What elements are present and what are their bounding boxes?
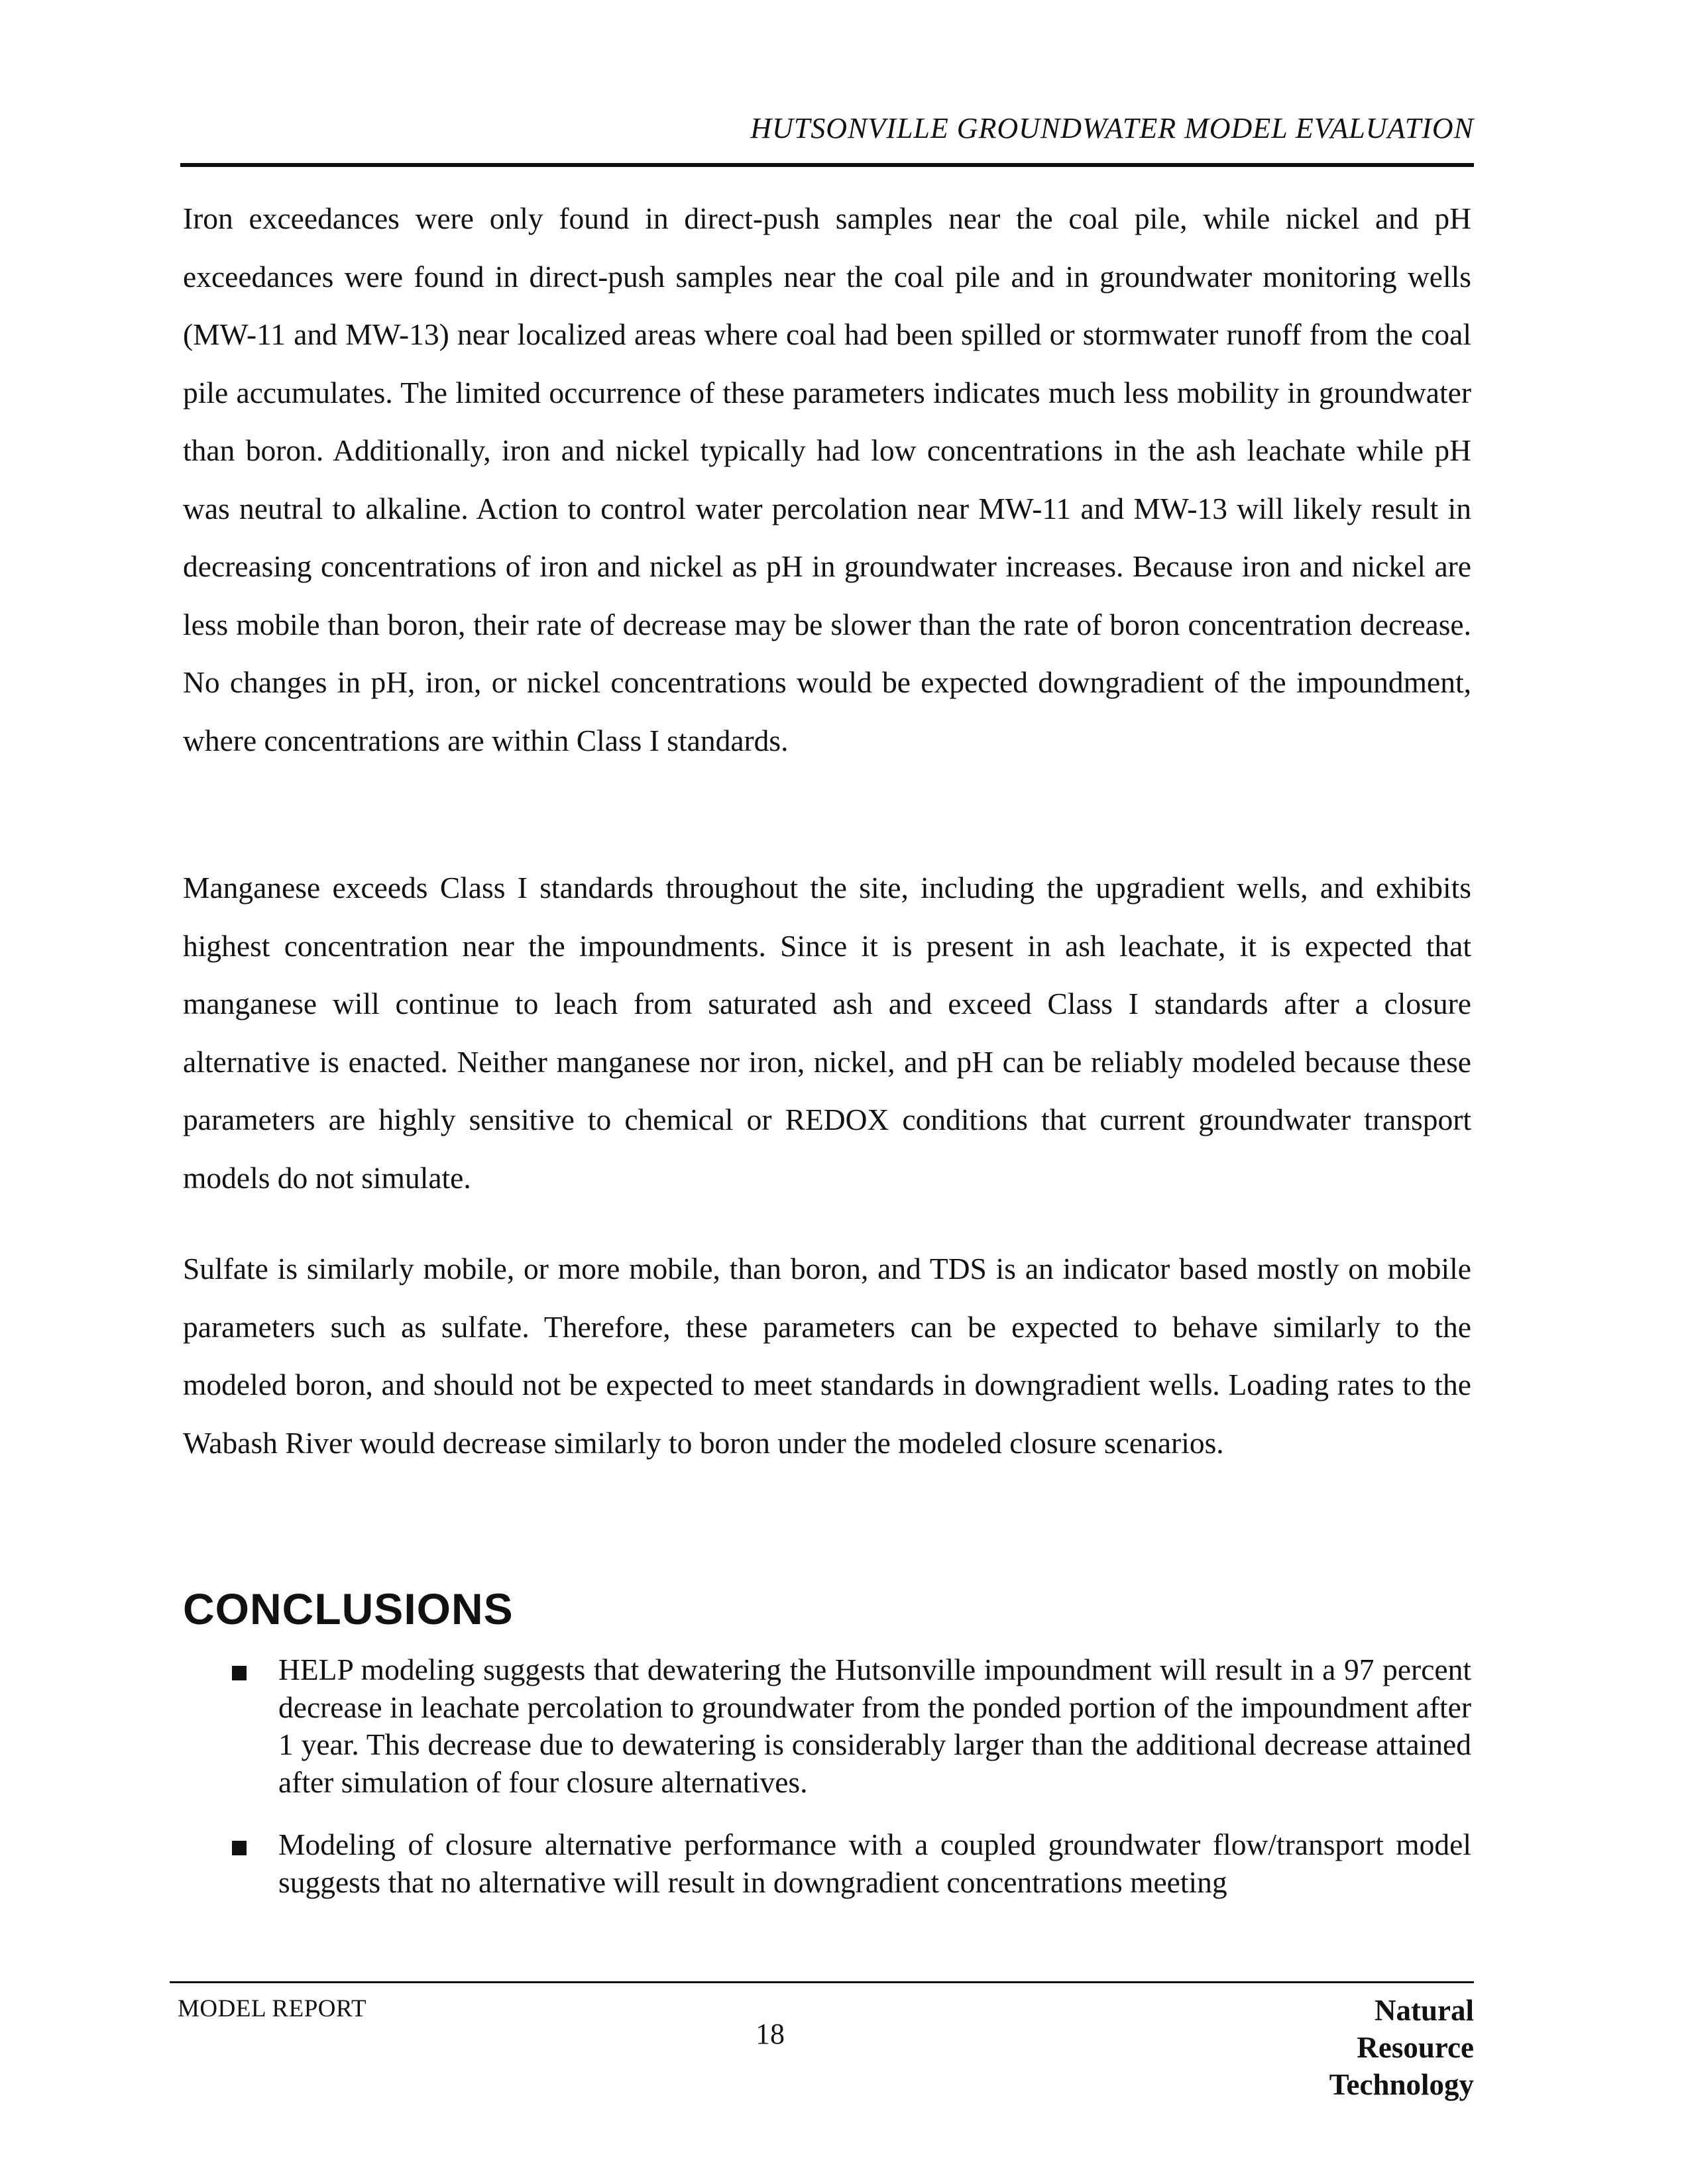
list-item-text: HELP modeling suggests that dewatering the Hutsonville impoundment will result in a 97 percent decrease in leachate percolation to groundwater from the ponded portion of the impoundment after 1 year. This decrease due to dewatering is considerably larger than the additional decrease attained after simulation of four closure alternatives. xyxy=(278,1653,1471,1799)
company-name-line: Resource xyxy=(1357,2031,1474,2064)
square-bullet-icon xyxy=(232,1841,247,1855)
conclusions-list xyxy=(183,1651,1471,1926)
square-bullet-icon xyxy=(232,1666,247,1680)
company-name-line: Technology xyxy=(1329,2068,1474,2101)
body-paragraph: Sulfate is similarly mobile, or more mobile, than boron, and TDS is an indicator based mostly on mobile parameters such as sulfate. Therefore, these parameters can be expected to behave similarly to the modeled boron, and should not be expected to meet standards in downgradient wells. Loading rates to the Wabash River would decrease similarly to boron under the modeled closure scenarios. xyxy=(183,1252,1471,1460)
footer-report-label: MODEL REPORT xyxy=(178,1995,367,2022)
body-paragraph: Manganese exceeds Class I standards throughout the site, including the upgradient wells, and exhibits highest concentration near the impoundments. Since it is present in ash leachate, it is expected that manganese will continue to leach from saturated ash and exceed Class I standards after a closure alternative is enacted. Neither manganese nor iron, nickel, and pH can be reliably modeled because these parameters are highly sensitive to chemical or REDOX conditions that current groundwater transport models do not simulate. xyxy=(183,871,1471,1195)
list-item-text: Modeling of closure alternative performance with a coupled groundwater flow/transport model suggests that no alternative will result in downgradient concentrations meeting xyxy=(278,1828,1471,1899)
running-header: HUTSONVILLE GROUNDWATER MODEL EVALUATION xyxy=(750,112,1474,144)
company-name-line: Natural xyxy=(1375,1994,1474,2027)
footer-company-name xyxy=(1329,1992,1474,2103)
list-item xyxy=(183,1651,1471,1801)
header-divider xyxy=(180,163,1474,167)
page-number: 18 xyxy=(756,2018,785,2050)
list-item xyxy=(183,1826,1471,1901)
section-heading-conclusions: CONCLUSIONS xyxy=(183,1584,514,1633)
footer-divider xyxy=(170,1981,1474,1983)
body-paragraph: Iron exceedances were only found in direct-push samples near the coal pile, while nickel and pH exceedances were found in direct-push samples near the coal pile and in groundwater monitoring wells (MW-11 and MW-13) near localized areas where coal had been spilled or stormwater runoff from the coal pile accumulates. The limited occurrence of these parameters indicates much less mobility in groundwater than boron. Additionally, iron and nickel typically had low concentrations in the ash leachate while pH was neutral to alkaline. Action to control water percolation near MW-11 and MW-13 will likely result in decreasing concentrations of iron and nickel as pH in groundwater increases. Because iron and nickel are less mobile than boron, their rate of decrease may be slower than the rate of boron concentration decrease. No changes in pH, iron, or nickel concentrations would be expected downgradient of the impoundment, where concentrations are within Class I standards. xyxy=(183,201,1471,757)
